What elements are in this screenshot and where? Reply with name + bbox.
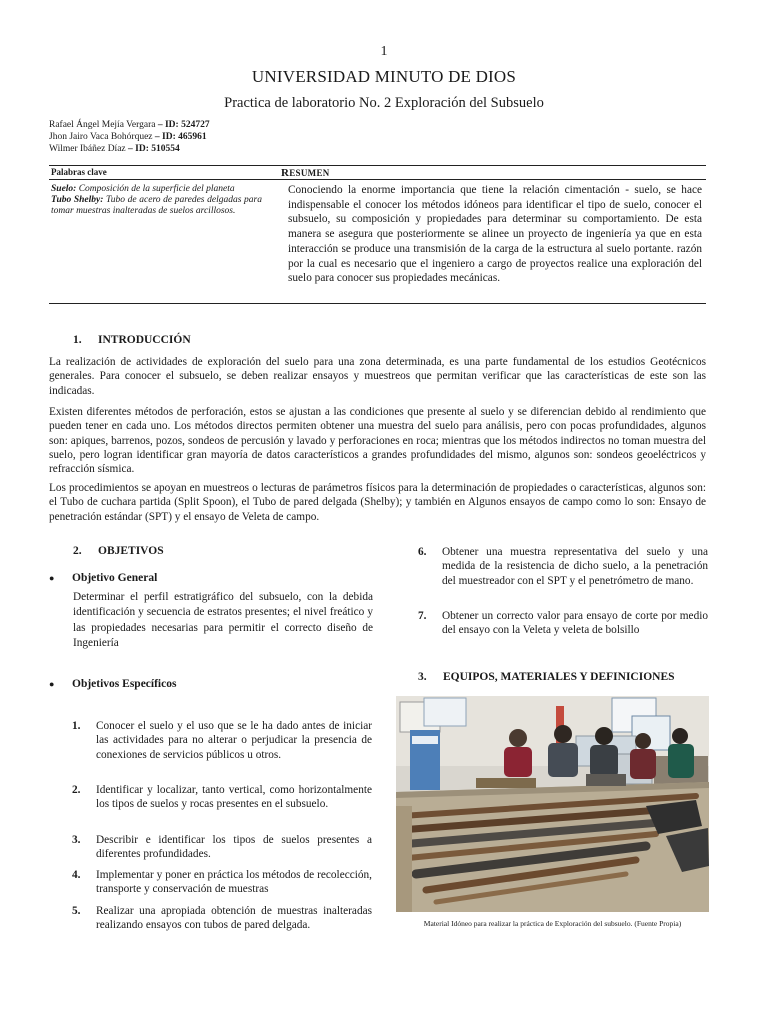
author-2: Jhon Jairo Vaca Bohórquez – ID: 465961 — [49, 132, 207, 142]
specific-objective-3: 3. Describir e identificar los tipos de suelos presentes a diferentes profundidades. — [72, 834, 372, 861]
university-name: UNIVERSIDAD MINUTO DE DIOS — [251, 67, 517, 86]
specific-objective-1: 1. Conocer el suelo y el uso que se le ha dado antes de iniciar las actividades para no alterar o perjudicar la presencia de conexiones de servicios públicos u otros. — [72, 720, 372, 761]
section-heading-introduccion: 1. INTRODUCCIÓN — [73, 334, 191, 346]
photo-caption: Material Idóneo para realizar la práctica de Exploración del subsuelo. (Fuente Propia) — [423, 919, 682, 928]
author-3: Wilmer Ibáñez Díaz – ID: 510554 — [49, 144, 180, 154]
table-bottom-rule — [49, 303, 706, 304]
keywords-abstract-table — [49, 165, 706, 304]
abstract-text: Conociendo la enorme importancia que tiene la relación cimentación - suelo, se hace indispensable el conocer los métodos idóneos para identificar el tipo de suelo, conocer el subsuelo, su composición y propiedades para determinar su comportamiento. De esta manera se asegura que posteriormente se alinee un proyecto de ingeniería ya que en esta interacción se produce una transmisión de la carga de la estructura al suelo portante. razón por la cual es necesario que el ingeniero a cargo de proyectos realice una exploración del suelo para conocer sus propiedades mecánicas. — [288, 184, 702, 285]
section-heading-objetivos: 2. OBJETIVOS — [73, 545, 164, 557]
specific-objectives-heading: ● Objetivos Específicos — [49, 678, 177, 690]
intro-paragraph-1: La realización de actividades de exploración del suelo para una zona determinada, es una parte fundamental de los estudios Geotécnicos generales. Para conocer el subsuelo, se deben realizar ensayos y muestreos que permitan verificar que las características de este son las indicadas. — [49, 356, 706, 397]
author-1: Rafael Ángel Mejía Vergara – ID: 524727 — [49, 120, 210, 130]
section-heading-equipos: 3. EQUIPOS, MATERIALES Y DEFINICIONES — [418, 671, 675, 683]
intro-paragraph-2: Existen diferentes métodos de perforación, estos se ajustan a las condiciones que presente al suelo y se diferencian debido al rendimiento que pueden tener en cada uno. Los métodos directos permiten obtener una muestra del suelo para análisis, pero con pocas profundidades, algunos son: apiques, barrenos, pozos, sondeos de percusión y lavado y perforaciones en roca; mientras que los métodos indirectos no toman muestra del suelo, pero logran identificar gran mayoría de datos característicos a grandes profundidades del mismo, algunos son: sondeos geoeléctricos y refracción sísmica. — [49, 406, 706, 476]
table-header-rule — [49, 179, 706, 180]
specific-objective-7: 7. Obtener un correcto valor para ensayo de corte por medio del ensayo con la Veleta y veleta de bolsillo — [418, 610, 708, 637]
page-number: 1 — [380, 44, 388, 59]
lab-equipment-photo — [396, 696, 709, 912]
keywords-header: Palabras clave — [51, 167, 107, 177]
general-objective-heading: ● Objetivo General — [49, 572, 158, 584]
specific-objective-6: 6. Obtener una muestra representativa del suelo y una medida de la resistencia de dicho suelo, a la penetración del muestreador con el SPT y el penetrómetro de mano. — [418, 546, 708, 587]
keyword-tubo-shelby: Tubo Shelby: Tubo de acero de paredes delgadas para tomar muestras inalteradas de suelos arcillosos. — [51, 195, 262, 216]
intro-paragraph-3: Los procedimientos se apoyan en muestreos o lecturas de parámetros físicos para la determinación de propiedades o características, algunos son: el Tubo de cuchara partida (Split Spoon), el Tubo de pared delgada (Shelby); y también en Algunos ensayos de campo como lo son: Ensayo de penetración estándar (SPT) y el ensayo de Veleta de campo. — [49, 482, 706, 523]
abstract-header: RESUMEN — [281, 167, 330, 179]
document-title: Practica de laboratorio No. 2 Exploración del Subsuelo — [224, 95, 544, 111]
specific-objective-5: 5. Realizar una apropiada obtención de muestras inalteradas realizando ensayos con tubos de pared delgada. — [72, 905, 372, 932]
general-objective-text: Determinar el perfil estratigráfico del subsuelo, con la debida identificación y secuencia de estratos presentes; el nivel freático y las propiedades necesarias para permitir el correcto diseño de Ingeniería — [73, 591, 373, 650]
keyword-definitions — [51, 184, 262, 217]
specific-objective-2: 2. Identificar y localizar, tanto vertical, como horizontalmente los tipos de suelos y rocas presentes en el subsuelo. — [72, 784, 372, 811]
table-top-rule — [49, 165, 706, 166]
author-list — [49, 119, 210, 155]
lab-photo-illustration — [396, 696, 709, 912]
specific-objective-4: 4. Implementar y poner en práctica los métodos de recolección, transporte y conservación de muestras — [72, 869, 372, 896]
keyword-suelo: Suelo: Composición de la superficie del planeta — [51, 184, 235, 194]
